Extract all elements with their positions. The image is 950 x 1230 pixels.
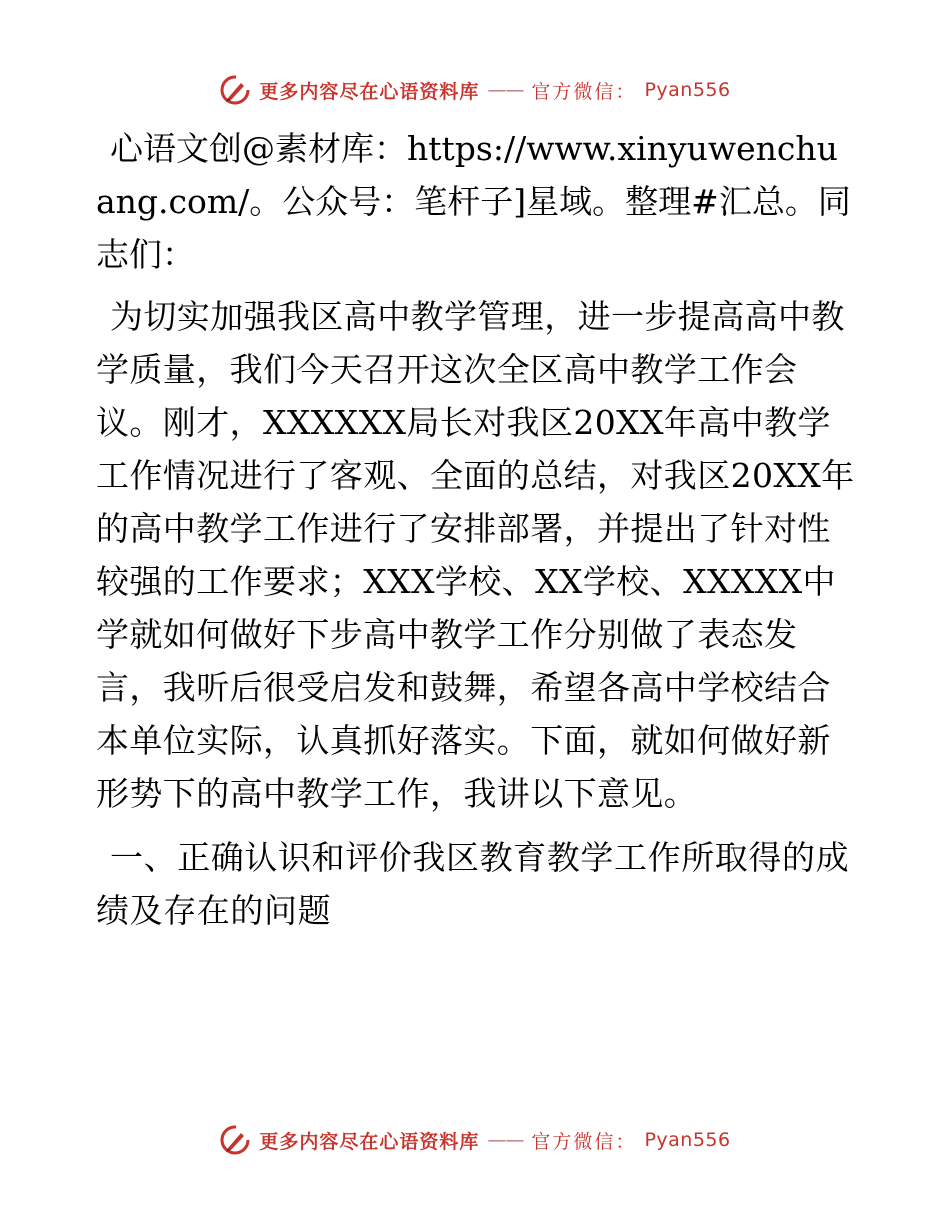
banner-wechat-label: 官方微信：	[531, 1130, 637, 1153]
section-heading: 一、正确认识和评价我区教育教学工作所取得的成绩及存在的问题	[96, 838, 850, 930]
banner-brand-text: 更多内容尽在心语资料库	[259, 1130, 480, 1153]
pen-logo-icon	[219, 74, 251, 106]
banner-wechat-label: 官方微信：	[531, 80, 637, 103]
paragraph-intro: 心语文创@素材库：https://www.xinyuwenchuang.com/。公众号：笔杆子]星域。整理#汇总。同志们：	[96, 129, 851, 274]
pen-logo-icon	[219, 1124, 251, 1156]
banner-wechat-id: Pyan556	[644, 79, 731, 101]
banner-separator: ——	[487, 79, 524, 101]
banner-wechat-id: Pyan556	[644, 1129, 731, 1151]
paragraph-main: 为切实加强我区高中教学管理，进一步提高高中教学质量，我们今天召开这次全区高中教学工作会议。刚才，XXXXXX局长对我区20XX年高中教学工作情况进行了客观、全面的总结，对我区20XX年的高中教学工作进行了安排部署，并提出了针对性较强的工作要求；XXX学校、XX学校、XXXXX中学就如何做好下步高中教学工作分别做了表态发言，我听后很受启发和鼓舞，希望各高中学校结合本单位实际，认真抓好落实。下面，就如何做好新形势下的高中教学工作，我讲以下意见。	[96, 297, 855, 813]
footer-banner	[0, 1120, 950, 1160]
banner-brand-text: 更多内容尽在心语资料库	[259, 80, 480, 103]
header-banner	[0, 70, 950, 110]
banner-separator: ——	[487, 1129, 524, 1151]
document-body	[96, 122, 856, 937]
